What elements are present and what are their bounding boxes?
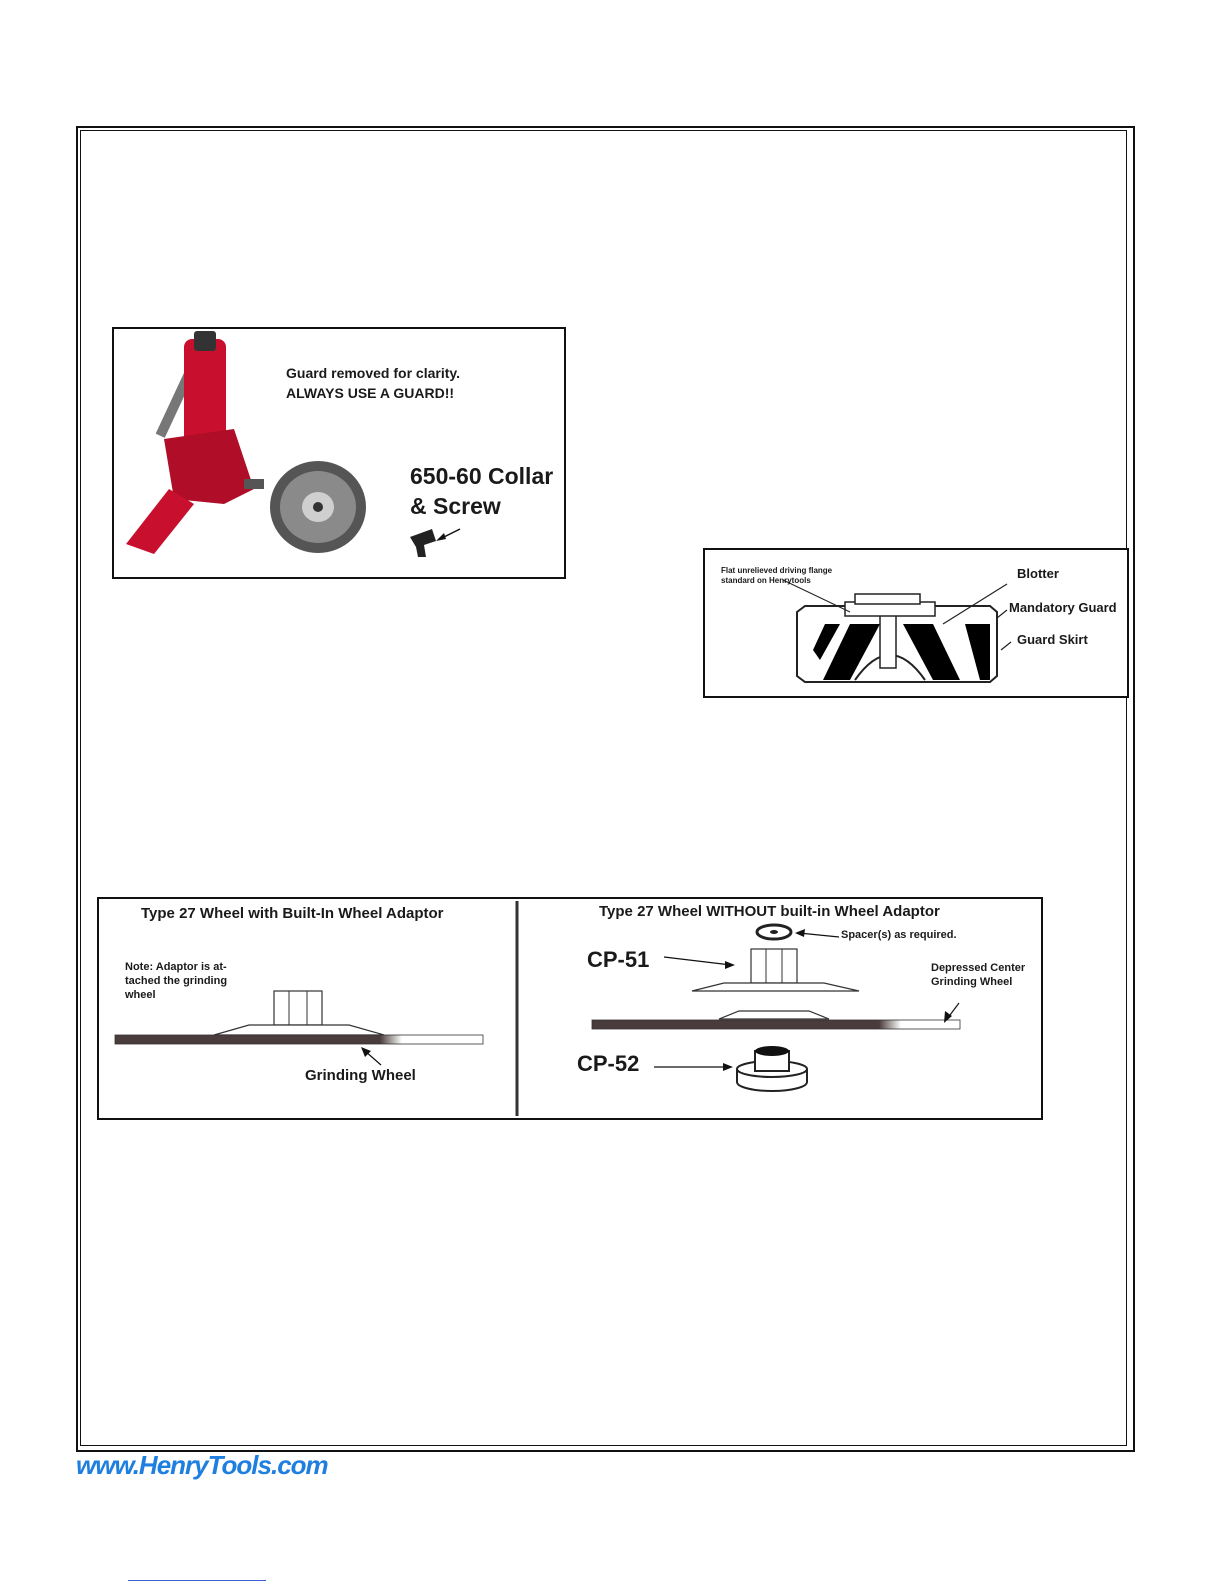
- without-adaptor-title: Type 27 Wheel WITHOUT built-in Wheel Adaptor: [599, 903, 940, 920]
- always-use-guard-warning: ALWAYS USE A GUARD!!: [286, 385, 455, 401]
- henrytools-website-link[interactable]: www.HenryTools.com: [76, 1450, 328, 1480]
- adaptor-note-line1: Note: Adaptor is at-: [125, 961, 227, 973]
- bottom-rule: [128, 1580, 266, 1581]
- depressed-center-line2: Grinding Wheel: [931, 976, 1013, 988]
- blotter-label: Blotter: [1017, 566, 1059, 581]
- flange-note-line1: Flat unrelieved driving flange: [721, 566, 833, 575]
- tool-photo-figure: [112, 327, 566, 579]
- spacer-label: Spacer(s) as required.: [841, 929, 957, 941]
- type27-wheel-comparison-figure: [97, 897, 1043, 1120]
- collar-part-number: 650-60 Collar: [410, 463, 554, 489]
- adaptor-note-line2: tached the grinding: [125, 975, 228, 987]
- guard-skirt-label: Guard Skirt: [1017, 632, 1088, 647]
- guard-removed-note: Guard removed for clarity.: [286, 365, 461, 381]
- collar-screw-label: & Screw: [410, 493, 501, 519]
- adaptor-note-line3: wheel: [125, 989, 156, 1001]
- cp51-label: CP-51: [587, 947, 650, 972]
- guard-cross-section-figure: [703, 548, 1129, 698]
- grinding-wheel-label: Grinding Wheel: [305, 1067, 416, 1084]
- cp52-label: CP-52: [577, 1051, 640, 1076]
- built-in-adaptor-title: Type 27 Wheel with Built-In Wheel Adaptor: [141, 905, 444, 922]
- depressed-center-line1: Depressed Center: [931, 962, 1026, 974]
- mandatory-guard-label: Mandatory Guard: [1009, 600, 1117, 615]
- flange-note-line2: standard on Henrytools: [721, 576, 811, 585]
